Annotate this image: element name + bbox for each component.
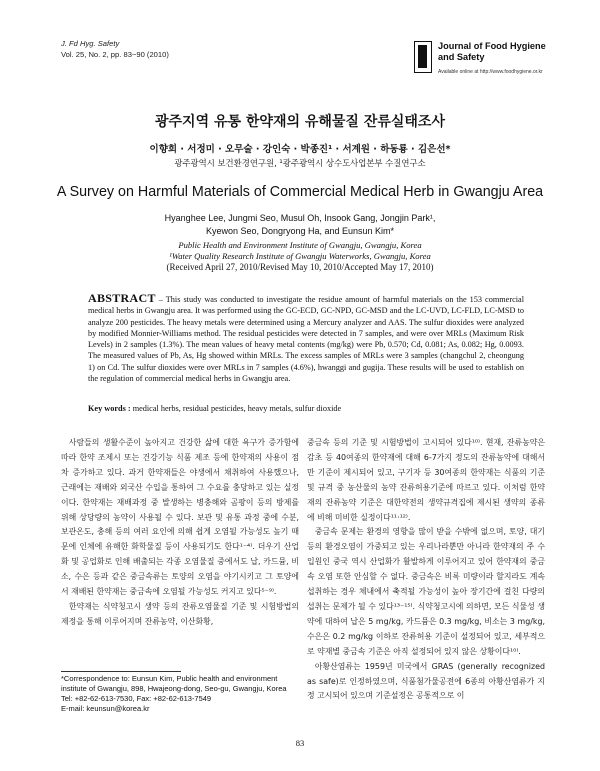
journal-reference bbox=[61, 38, 169, 60]
journal-abbrev: J. Fd Hyg. Safety bbox=[61, 39, 120, 48]
body-column-right bbox=[307, 436, 545, 704]
keywords bbox=[88, 404, 524, 413]
logo-mark-icon bbox=[414, 41, 432, 73]
logo-title-line2: and Safety bbox=[438, 52, 485, 62]
logo-title bbox=[438, 41, 546, 63]
english-affil-line2: ¹Water Quality Research Institute of Gwangju Waterworks, Gwangju, Korea bbox=[169, 251, 431, 261]
received-dates: (Received April 27, 2010/Revised May 10, 2010/Accepted May 17, 2010) bbox=[166, 262, 434, 272]
footnote-line1: *Correspondence to: Eunsun Kim, Public health and environment institute of Gwangju, 898, Hwajeong-dong, Seo-gu, Gwangju, Korea bbox=[61, 674, 287, 693]
keywords-text: medical herbs, residual pesticides, heavy metals, sulfur dioxide bbox=[130, 404, 342, 413]
english-affil-line1: Public Health and Environment Institute of Gwangju, Gwangju, Korea bbox=[178, 240, 422, 250]
body-paragraph: 아황산염류는 1959년 미국에서 GRAS (generally recognized as safe)로 인정하였으며, 식품첨가물공전에 6종의 아황산염류가 지정 고시되어 있으며 기준설정은 공통적으로 이 bbox=[307, 661, 545, 701]
korean-title: 광주지역 유통 한약재의 유해물질 잔류실태조사 bbox=[155, 114, 445, 130]
english-authors-line1: Hyanghee Lee, Jungmi Seo, Musul Oh, Insook Gang, Jongjin Park¹, bbox=[164, 213, 436, 223]
body-paragraph: 중금속 문제는 환경의 영향을 많이 받을 수밖에 없으며, 토양, 대기 등의 환경오염이 가중되고 있는 우리나라뿐만 아니라 한약재의 주 수입원인 중국 역시 산업화가 활발하게 이루어지고 있어 한약재의 중금속 오염 또한 안심할 수 없다. 중금속은 비록 미량이라 할지라도 계속 섭취하는 경우 체내에서 축적될 가능성이 높아 장기간에 걸친 다량의 섭취는 문제가 될 수 있다¹³⁻¹⁵⁾. 식약청고시에 의하면, 모든 식물성 생약에 대하여 납은 5 mg/kg, 카드뮴은 0.3 mg/kg, 비소는 3 mg/kg, 수은은 0.2 mg/kg 이하로 잔류허용 기준이 설정되어 있고, 세부적으로 약재별 중금속 기준은 아직 설정되어 있지 않은 상황이다¹⁰⁾. bbox=[307, 527, 545, 656]
english-title: A Survey on Harmful Materials of Commercial Medical Herb in Gwangju Area bbox=[56, 184, 544, 200]
abstract-text: – This study was conducted to investigate the residue amount of harmful materials on the 153 commercial medical herbs in Gwangju area. It was performed using the GC-ECD, GC-NPD, GC-MSD and the LC-UVD, LC-FLD, LC-MSD to analyze 200 pesticides. The heavy metals were determined using a Mercury analyzer and AAS. The sulfur dioxides were analyzed by modified Monnier-Williams method. The residual pesticides were detected in 7 samples, and were over MRLs (Maximum Risk Levels) in 2 samples (1.3%). The mean values of heavy metal contents (mg/kg) were Pb, 0.570; Cd, 0.081; As, 0.082; Hg, 0.0093. The measured values of Pb, As, Hg showed within MRLs. The excess samples of MRLs were 3 samples (changchul 2, cheongung 1) on Cd. The sulfur dioxides were over MRLs in 7 samples (4.6%), hwanggi and gugija. These results will be used to establish on the regulation of commercial medical herbs in Gwangju area. bbox=[88, 295, 524, 384]
korean-affiliation: 광주광역시 보건환경연구원, ¹광주광역시 상수도사업본부 수질연구소 bbox=[174, 158, 426, 168]
footnote-line3: E-mail: keunsun@korea.kr bbox=[61, 704, 150, 713]
abstract bbox=[88, 293, 524, 384]
footnote-divider bbox=[61, 671, 181, 672]
body-column-left bbox=[61, 436, 299, 630]
logo-title-line1: Journal of Food Hygiene bbox=[438, 41, 546, 51]
abstract-heading: ABSTRACT bbox=[88, 291, 156, 305]
english-authors bbox=[0, 212, 600, 238]
body-paragraph: 중금속 등의 기준 및 시험방법이 고시되어 있다¹⁰⁾. 현재, 잔류농약은 감초 등 40여종의 한약재에 대해 6-7가지 정도의 잔류농약에 대해서만 기준이 제시되어 있고, 구기자 등 30여종의 한약재는 식품의 기준 및 규격 중 농산물의 농약 잔류허용기준에 따르고 있다. 이처럼 한약재의 잔류농약 기준은 대한약전의 생약규격집에 제시된 생약의 종류에 비해 미비한 실정이다¹¹·¹²⁾. bbox=[307, 438, 545, 522]
logo-url: Available online at http://www.foodhygiene.or.kr bbox=[438, 69, 543, 75]
korean-authors: 이향희 · 서정미 · 오무술 · 강인숙 · 박종진¹ · 서계원 · 하동룡 · 김은선* bbox=[149, 144, 451, 155]
page-number: 83 bbox=[295, 738, 305, 748]
body-paragraph: 사람들의 생활수준이 높아지고 건강한 삶에 대한 욕구가 증가함에 따라 한약 조제시 또는 건강기능 식품 제조 등에 한약재의 사용이 점차 증가하고 있다. 과거 한약재들은 야생에서 채취하여 사용했으나, 근래에는 재배와 외국산 수입을 통하여 그 수요를 충당하고 있는 실정이다. 한약재는 재배과정 중 발생하는 병충해와 곰팡이 등의 방제를 위해 상당량의 농약이 사용될 수 있다. 보관 및 유통 과정 중에 수분, 보관온도, 충해 등의 여러 요인에 의해 쉽게 오염될 가능성도 높기 때문에 인체에 유해한 화학물질 등이 사용되기도 한다¹⁻⁴⁾. 더우기 산업화 및 공업화로 인해 배출되는 각종 오염물질 중에서도 납, 카드뮴, 비소, 수은 등과 같은 중금속류는 토양의 오염을 야기시키고 그 토양에서 재배된 한약재는 중금속에 오염될 가능성도 커지고 있다⁵⁻⁹⁾. bbox=[61, 438, 299, 597]
body-paragraph: 한약재는 식약청고시 생약 등의 잔류오염물질 기준 및 시험방법의 제정을 통해 이루어지며 잔류농약, 이산화황, bbox=[61, 601, 299, 626]
journal-volume: Vol. 25, No. 2, pp. 83~90 (2010) bbox=[61, 50, 169, 59]
english-affiliation bbox=[0, 240, 600, 262]
keywords-label: Key words : bbox=[88, 404, 131, 413]
footnote-line2: Tel: +82-62-613-7530, Fax: +82-62-613-7549 bbox=[61, 694, 212, 703]
english-authors-line2: Kyewon Seo, Dongryong Ha, and Eunsun Kim* bbox=[205, 226, 395, 236]
journal-logo bbox=[414, 38, 558, 76]
correspondence-footnote bbox=[61, 674, 299, 714]
